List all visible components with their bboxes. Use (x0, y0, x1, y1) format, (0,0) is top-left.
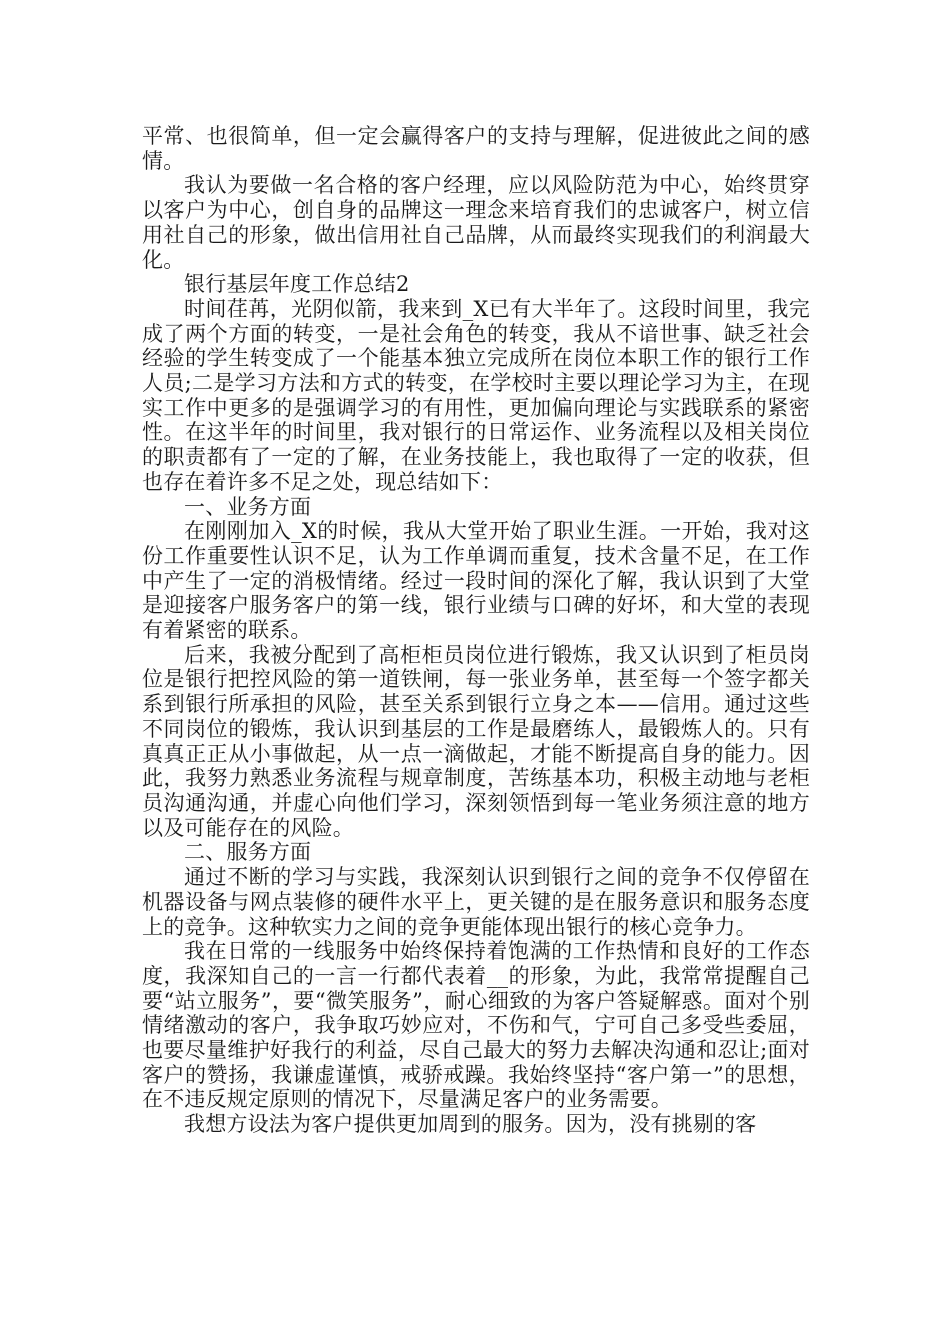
section-heading: 二、服务方面 (184, 840, 312, 865)
paragraph: 我认为要做一名合格的客户经理，应以风险防范为中心，始终贯穿以客户为中心，创自身的品牌这一理念来培育我们的忠诚客户，树立信用社自己的形象，做出信用社自己品牌，从而最终实现我们的利润最大化。 (142, 173, 810, 272)
paragraph: 通过不断的学习与实践，我深刻认识到银行之间的竞争不仅停留在机器设备与网点装修的硬件水平上，更关键的是在服务意识和服务态度上的竞争。这种软实力之间的竞争更能体现出银行的核心竞争力。 (142, 865, 810, 939)
paragraph: 后来，我被分配到了高柜柜员岗位进行锻炼，我又认识到了柜员岗位是银行把控风险的第一道铁闸，每一张业务单，甚至每一个签字都关系到银行所承担的风险，甚至关系到银行立身之本——信用。通过这些不同岗位的锻炼，我认识到基层的工作是最磨练人，最锻炼人的。只有真真正正从小事做起，从一点一滴做起，才能不断提高自身的能力。因此，我努力熟悉业务流程与规章制度，苦练基本功，积极主动地与老柜员沟通沟通，并虚心向他们学习，深刻领悟到每一笔业务须注意的地方以及可能存在的风险。 (142, 642, 810, 840)
section-heading: 银行基层年度工作总结2 (184, 272, 410, 297)
paragraph: 平常、也很简单，但一定会赢得客户的支持与理解，促进彼此之间的感情。 (142, 124, 810, 173)
document-body (142, 124, 810, 1137)
paragraph: 我在日常的一线服务中始终保持着饱满的工作热情和良好的工作态度，我深知自己的一言一行都代表着__的形象，为此，我常常提醒自己要“站立服务”，要“微笑服务”，耐心细致的为客户答疑解惑。面对个别情绪激动的客户，我争取巧妙应对，不伤和气，宁可自己多受些委屈，也要尽量维护好我行的利益，尽自己最大的努力去解决沟通和忍让;面对客户的赞扬，我谦虚谨慎，戒骄戒躁。我始终坚持“客户第一”的思想，在不违反规定原则的情况下，尽量满足客户的业务需要。 (142, 939, 810, 1112)
paragraph: 时间荏苒，光阴似箭，我来到_X已有大半年了。这段时间里，我完成了两个方面的转变，一是社会角色的转变，我从不谙世事、缺乏社会经验的学生转变成了一个能基本独立完成所在岗位本职工作的银行工作人员;二是学习方法和方式的转变，在学校时主要以理论学习为主，在现实工作中更多的是强调学习的有用性，更加偏向理论与实践联系的紧密性。在这半年的时间里，我对银行的日常运作、业务流程以及相关岗位的职责都有了一定的了解，在业务技能上，我也取得了一定的收获，但也存在着许多不足之处，现总结如下： (142, 296, 810, 494)
section-heading: 一、业务方面 (184, 494, 312, 519)
paragraph: 我想方设法为客户提供更加周到的服务。因为，没有挑剔的客 (184, 1112, 757, 1137)
paragraph: 在刚刚加入_X的时候，我从大堂开始了职业生涯。一开始，我对这份工作重要性认识不足，认为工作单调而重复，技术含量不足，在工作中产生了一定的消极情绪。经过一段时间的深化了解，我认识到了大堂是迎接客户服务客户的第一线，银行业绩与口碑的好坏，和大堂的表现有着紧密的联系。 (142, 519, 810, 643)
